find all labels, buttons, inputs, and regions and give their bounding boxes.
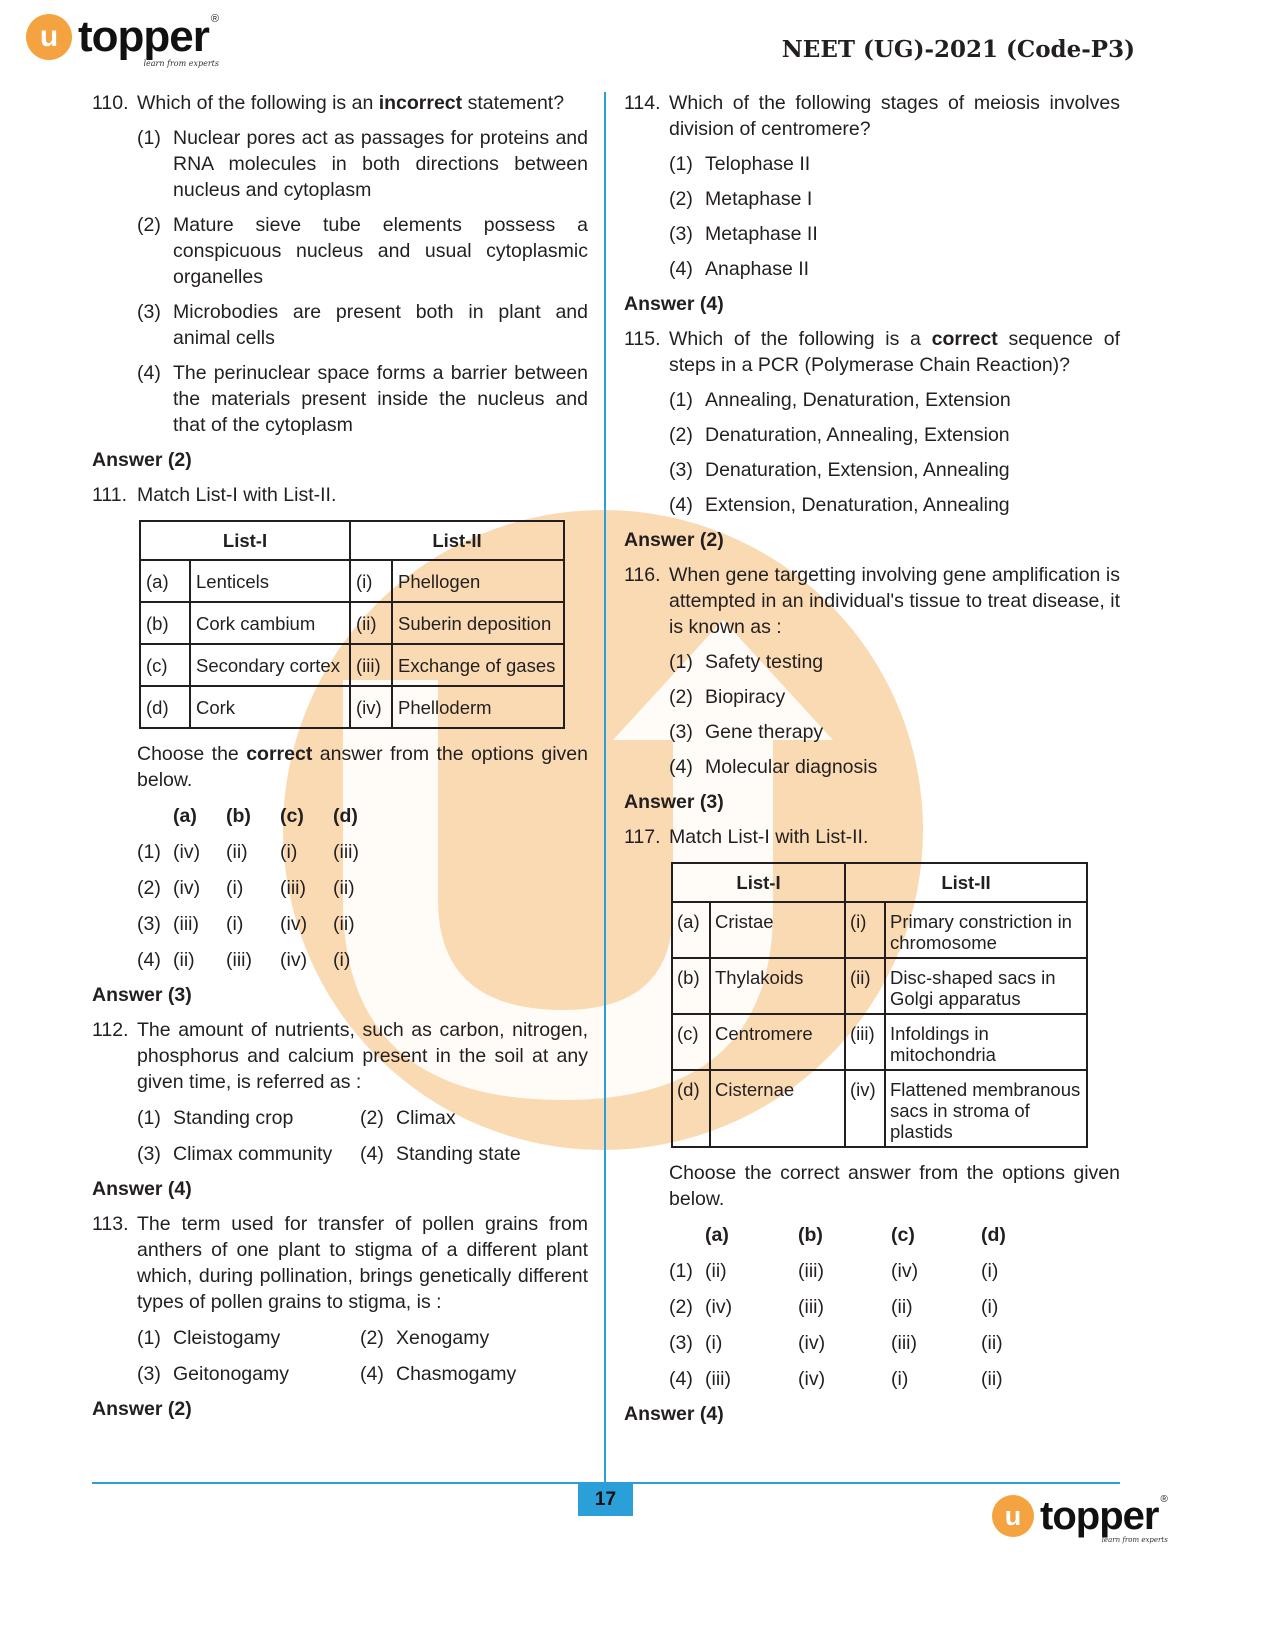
table-cell: Cisternae (710, 1070, 845, 1147)
option-1[interactable] (669, 387, 1120, 413)
option-3[interactable] (137, 1141, 360, 1167)
question-111 (92, 482, 588, 1008)
options-row (137, 1105, 588, 1131)
question-number: 114. (624, 92, 661, 114)
question-112 (92, 1017, 588, 1202)
option-4[interactable] (669, 754, 1120, 780)
option-number: (2) (360, 1327, 384, 1349)
option-text: Standing state (396, 1143, 521, 1165)
table-cell: Lenticels (190, 560, 350, 602)
logo-word: topper (1040, 1494, 1159, 1538)
right-column (624, 90, 1120, 1436)
question-stem (137, 1211, 588, 1315)
grid-header: (a) (173, 805, 197, 827)
choice-value: (ii) (981, 1332, 1003, 1354)
table-cell: (a) (672, 902, 710, 958)
logo-tagline: learn from experts (1101, 1536, 1168, 1544)
option-text: Biopiracy (705, 686, 786, 708)
options-row (137, 1361, 588, 1387)
option-text: Denaturation, Annealing, Extension (705, 424, 1010, 446)
option-4[interactable] (669, 492, 1120, 518)
table-cell: Flattened membranous sacs in stroma of plastids (885, 1070, 1087, 1147)
table-cell: Phellogen (392, 560, 564, 602)
option-number: (4) (669, 756, 693, 778)
choice-value: (i) (333, 949, 351, 971)
question-stem (669, 562, 1120, 640)
exam-title: NEET (UG)-2021 (Code-P3) (781, 36, 1135, 63)
column-divider (604, 92, 606, 1482)
question-stem (137, 482, 588, 508)
table-cell: Disc-shaped sacs in Golgi apparatus (885, 958, 1087, 1014)
option-text: Xenogamy (396, 1327, 490, 1349)
table-cell: Thylakoids (710, 958, 845, 1014)
choice-value: (iii) (891, 1332, 917, 1354)
text-segment: Which of the following is a (669, 328, 932, 350)
logo-tagline: learn from experts (143, 59, 219, 68)
options-row (137, 1141, 588, 1167)
option-number: (3) (137, 1143, 161, 1165)
choice-number[interactable]: (1) (669, 1260, 693, 1282)
option-text: Climax (396, 1107, 456, 1129)
table-cell: (a) (140, 560, 190, 602)
emphasis-text: incorrect (378, 92, 463, 114)
choice-value: (iv) (173, 877, 201, 899)
choice-value: (iv) (798, 1332, 826, 1354)
option-number: (1) (669, 651, 693, 673)
choice-number[interactable]: (4) (669, 1368, 693, 1390)
option-number: (3) (669, 721, 693, 743)
text-segment: Match List-I with List-II. (137, 484, 337, 506)
table-cell: Cristae (710, 902, 845, 958)
text-segment: When gene targetting involving gene amplification is attempted in an individual's tissue to treat disease, it is known as : (669, 564, 1120, 638)
option-text: Geitonogamy (173, 1363, 289, 1385)
option-number: (3) (137, 301, 161, 323)
choice-value: (iii) (226, 949, 252, 971)
option-3[interactable] (669, 221, 1120, 247)
option-3[interactable] (137, 299, 588, 351)
option-text: Cleistogamy (173, 1327, 281, 1349)
option-4[interactable] (360, 1361, 583, 1387)
grid-spacer (669, 1222, 705, 1248)
option-text: Metaphase II (705, 223, 818, 245)
choice-number[interactable]: (2) (669, 1296, 693, 1318)
text-segment: Match List-I with List-II. (669, 826, 869, 848)
option-number: (3) (669, 459, 693, 481)
choice-value: (ii) (226, 841, 248, 863)
table-row (672, 1070, 1087, 1147)
grid-header: (c) (280, 805, 304, 827)
table-row (672, 902, 1087, 958)
choice-value: (iv) (705, 1296, 733, 1318)
left-column (92, 90, 588, 1431)
option-text: Climax community (173, 1143, 333, 1165)
choice-number[interactable]: (1) (137, 841, 161, 863)
table-cell: (iii) (845, 1014, 885, 1070)
option-text: Standing crop (173, 1107, 294, 1129)
question-110 (92, 90, 588, 473)
table-cell: Primary constriction in chromosome (885, 902, 1087, 958)
option-number: (4) (360, 1363, 384, 1385)
table-cell: (iv) (845, 1070, 885, 1147)
answer-label: Answer (4) (624, 1403, 724, 1425)
option-text: Anaphase II (705, 258, 810, 280)
question-stem (669, 326, 1120, 378)
option-text: Gene therapy (705, 721, 824, 743)
option-1[interactable] (137, 125, 588, 203)
question-stem (137, 90, 588, 116)
question-114 (624, 90, 1120, 317)
logo-icon: u (26, 14, 72, 60)
logo-registered: ® (1160, 1494, 1168, 1505)
option-number: (3) (669, 223, 693, 245)
table-row (672, 1014, 1087, 1070)
table-row (140, 602, 564, 644)
question-number: 113. (92, 1213, 129, 1235)
grid-spacer (137, 803, 173, 829)
option-2[interactable] (669, 186, 1120, 212)
question-number: 115. (624, 328, 661, 350)
option-3[interactable] (669, 457, 1120, 483)
text-segment: Choose the (137, 743, 247, 765)
choice-value: (i) (981, 1260, 999, 1282)
option-text: Metaphase I (705, 188, 813, 210)
answer-label: Answer (4) (92, 1178, 192, 1200)
choice-value: (iii) (798, 1296, 824, 1318)
text-segment: The amount of nutrients, such as carbon, nitrogen, phosphorus and calcium present in the soil at any given time, is referred as : (137, 1019, 588, 1093)
grid-header: (b) (798, 1224, 823, 1246)
option-1[interactable] (137, 1105, 360, 1131)
table-cell: (d) (672, 1070, 710, 1147)
table-header: List-I (140, 521, 350, 560)
table-cell: Centromere (710, 1014, 845, 1070)
table-cell: Cork (190, 686, 350, 728)
option-text: Nuclear pores act as passages for proteins and RNA molecules in both directions between nucleus and cytoplasm (173, 127, 588, 201)
table-cell: (ii) (845, 958, 885, 1014)
text-segment: sequence of steps in a PCR (Polymerase Chain Reaction)? (669, 328, 1121, 376)
choice-number[interactable]: (4) (137, 949, 161, 971)
choice-value: (i) (280, 841, 298, 863)
option-number: (1) (669, 153, 693, 175)
answer-label: Answer (3) (92, 984, 192, 1006)
grid-header: (d) (333, 805, 358, 827)
match-table (671, 862, 1088, 1148)
logo-registered: ® (210, 13, 219, 25)
question-number: 117. (624, 826, 661, 848)
option-number: (1) (137, 1327, 161, 1349)
option-3[interactable] (137, 1361, 360, 1387)
question-stem (669, 90, 1120, 142)
option-number: (4) (669, 494, 693, 516)
choice-value: (iii) (705, 1368, 731, 1390)
table-cell: (c) (140, 644, 190, 686)
text-segment: Which of the following stages of meiosis involves division of centromere? (669, 92, 1120, 140)
option-2[interactable] (669, 422, 1120, 448)
answer-label: Answer (4) (624, 293, 724, 315)
answer-options-grid (137, 803, 588, 973)
option-text: Extension, Denaturation, Annealing (705, 494, 1010, 516)
option-text: Denaturation, Extension, Annealing (705, 459, 1010, 481)
option-number: (2) (669, 188, 693, 210)
footer-logo (992, 1495, 1168, 1545)
question-117 (624, 824, 1120, 1427)
option-3[interactable] (669, 719, 1120, 745)
emphasis-text: correct (931, 328, 998, 350)
choice-value: (iv) (891, 1260, 919, 1282)
option-number: (4) (360, 1143, 384, 1165)
choice-value: (ii) (981, 1368, 1003, 1390)
table-cell: (c) (672, 1014, 710, 1070)
table-cell: Cork cambium (190, 602, 350, 644)
table-cell: (d) (140, 686, 190, 728)
logo-word: topper (78, 12, 209, 61)
answer-options-grid (669, 1222, 1120, 1392)
choice-value: (ii) (891, 1296, 913, 1318)
option-1[interactable] (669, 151, 1120, 177)
text-segment: The term used for transfer of pollen grains from anthers of one plant to stigma of a different plant which, during pollination, brings genetically different types of pollen grains to stigma, is : (137, 1213, 588, 1313)
table-header: List-I (672, 863, 845, 902)
option-2[interactable] (360, 1105, 583, 1131)
table-row (140, 644, 564, 686)
option-2[interactable] (360, 1325, 583, 1351)
text-segment: statement? (462, 92, 565, 114)
header-logo (26, 14, 219, 69)
table-cell: Secondary cortex (190, 644, 350, 686)
emphasis-text: correct (246, 743, 313, 765)
choice-value: (ii) (333, 877, 355, 899)
table-cell: (b) (140, 602, 190, 644)
table-cell: Phelloderm (392, 686, 564, 728)
choice-value: (i) (226, 913, 244, 935)
question-number: 110. (92, 92, 129, 114)
page-number: 17 (578, 1484, 633, 1516)
option-4[interactable] (669, 256, 1120, 282)
text-segment: Which of the following is an (137, 92, 379, 114)
table-cell: (i) (845, 902, 885, 958)
option-4[interactable] (137, 360, 588, 438)
question-stem (669, 824, 1120, 850)
logo-icon: u (992, 1495, 1034, 1537)
choice-value: (i) (705, 1332, 723, 1354)
option-text: Chasmogamy (396, 1363, 517, 1385)
option-2[interactable] (137, 212, 588, 290)
question-number: 116. (624, 564, 661, 586)
choose-instruction (669, 1160, 1120, 1212)
grid-header: (a) (705, 1224, 729, 1246)
choice-value: (iv) (798, 1368, 826, 1390)
table-row (140, 560, 564, 602)
choice-value: (iv) (173, 841, 201, 863)
table-cell: (iv) (350, 686, 392, 728)
table-cell: Infoldings in mitochondria (885, 1014, 1087, 1070)
choice-value: (iii) (280, 877, 306, 899)
option-text: The perinuclear space forms a barrier between the materials present inside the nucleus and that of the cytoplasm (173, 362, 588, 436)
option-text: Microbodies are present both in plant and animal cells (173, 301, 588, 349)
grid-header: (c) (891, 1224, 915, 1246)
match-table (139, 520, 565, 729)
grid-header: (d) (981, 1224, 1006, 1246)
option-4[interactable] (360, 1141, 583, 1167)
question-stem (137, 1017, 588, 1095)
table-row (140, 686, 564, 728)
choice-value: (ii) (705, 1260, 727, 1282)
answer-label: Answer (2) (624, 529, 724, 551)
choice-value: (iii) (333, 841, 359, 863)
choice-value: (i) (981, 1296, 999, 1318)
option-text: Mature sieve tube elements possess a conspicuous nucleus and usual cytoplasmic organelles (173, 214, 588, 288)
choice-value: (iv) (280, 949, 308, 971)
option-number: (2) (360, 1107, 384, 1129)
table-header: List-II (350, 521, 564, 560)
answer-label: Answer (2) (92, 1398, 192, 1420)
choice-value: (i) (226, 877, 244, 899)
option-number: (4) (137, 362, 161, 384)
option-text: Annealing, Denaturation, Extension (705, 389, 1011, 411)
choice-value: (iii) (173, 913, 199, 935)
choice-value: (iv) (280, 913, 308, 935)
choice-number[interactable]: (3) (669, 1332, 693, 1354)
option-text: Molecular diagnosis (705, 756, 878, 778)
option-1[interactable] (137, 1325, 360, 1351)
answer-label: Answer (2) (92, 449, 192, 471)
choice-number[interactable]: (3) (137, 913, 161, 935)
options-row (137, 1325, 588, 1351)
option-number: (2) (137, 214, 161, 236)
option-text: Telophase II (705, 153, 811, 175)
table-cell: (b) (672, 958, 710, 1014)
answer-label: Answer (3) (624, 791, 724, 813)
option-number: (1) (137, 1107, 161, 1129)
option-number: (1) (137, 127, 161, 149)
option-number: (3) (137, 1363, 161, 1385)
question-number: 112. (92, 1019, 129, 1041)
choose-instruction (137, 741, 588, 793)
option-number: (1) (669, 389, 693, 411)
grid-header: (b) (226, 805, 251, 827)
option-number: (2) (669, 424, 693, 446)
option-1[interactable] (669, 649, 1120, 675)
table-cell: (i) (350, 560, 392, 602)
table-cell: (ii) (350, 602, 392, 644)
choice-value: (ii) (333, 913, 355, 935)
text-segment: Choose the correct answer from the options given below. (669, 1162, 1120, 1210)
table-cell: Exchange of gases (392, 644, 564, 686)
option-number: (4) (669, 258, 693, 280)
table-header: List-II (845, 863, 1087, 902)
table-cell: Suberin deposition (392, 602, 564, 644)
question-115 (624, 326, 1120, 553)
choice-value: (ii) (173, 949, 195, 971)
question-116 (624, 562, 1120, 815)
question-113 (92, 1211, 588, 1422)
table-row (672, 958, 1087, 1014)
choice-value: (iii) (798, 1260, 824, 1282)
option-2[interactable] (669, 684, 1120, 710)
table-cell: (iii) (350, 644, 392, 686)
choice-number[interactable]: (2) (137, 877, 161, 899)
option-text: Safety testing (705, 651, 824, 673)
option-number: (2) (669, 686, 693, 708)
text-segment: answer from the options given below. (137, 743, 588, 791)
question-number: 111. (92, 484, 128, 506)
choice-value: (i) (891, 1368, 909, 1390)
